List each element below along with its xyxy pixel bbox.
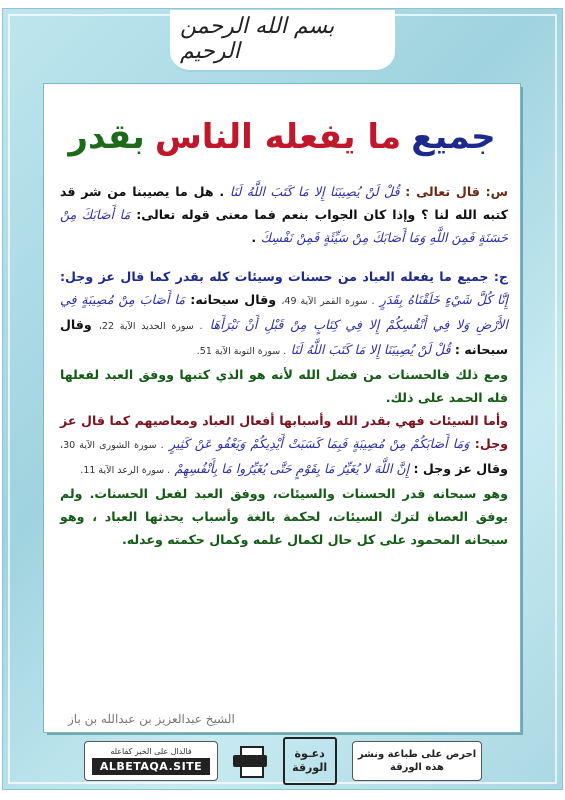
question-paragraph <box>60 180 508 249</box>
verse-reference: . سورة الحديد الآية 22، <box>98 321 203 332</box>
answer-text: وأما السيئات فهي بقدر الله وأسبابها أفعال العباد ومعاصيهم كما قال عز وجل: <box>60 413 508 451</box>
title-word-1: جميع <box>411 117 496 157</box>
print-reminder <box>352 741 482 781</box>
fatwa-body <box>60 180 508 551</box>
answer-text-green: ومع ذلك فالحسنات من فضل الله لأنه هو الذي كتبها ووفق العبد لفعلها فله الحمد على ذلك. <box>60 367 508 405</box>
quran-verse: قُلْ لَنْ يُصِيبَنَا إِلا مَا كَتَبَ اللَّهُ لَنَا <box>290 342 451 357</box>
quran-verse: إِنَّ اللَّهَ لا يُغَيِّرُ مَا بِقَوْمٍ حَتَّى يُغَيِّرُوا مَا بِأَنْفُسِهِمْ <box>174 461 410 476</box>
verse-reference: . سورة التوبة الآية 51. <box>196 346 287 357</box>
verse-reference: . سورة الشورى الآية 30، <box>60 440 164 451</box>
print-reminder-text: احرص على طباعة ونشر هذه الورقة <box>357 749 477 773</box>
answer-paragraph <box>60 265 508 363</box>
basmala-calligraphy: بسم الله الرحمن الرحيم <box>180 14 335 64</box>
quran-verse: مَا أَصَابَ مِنْ مُصِيبَةٍ فِي الأَرْضِ وَلا فِي أَنْفُسِكُمْ إِلا فِي كِتَابٍ مِنْ قَبْلِ أَنْ نَبْرَأَهَا <box>60 292 508 332</box>
verse-reference: . سورة الرعد الآية 11. <box>80 465 171 476</box>
quran-verse: وَمَا أَصَابَكُمْ مِنْ مُصِيبَةٍ فَبِمَا كَسَبَتْ أَيْدِيكُمْ وَيَعْفُو عَنْ كَثِيرٍ <box>169 436 470 451</box>
quran-verse: إِنَّا كُلَّ شَيْءٍ خَلَقْنَاهُ بِقَدَرٍ <box>379 292 508 307</box>
answer-conclusion: وهو سبحانه قدر الحسنات والسيئات، ووفق العبد لفعل الحسنات. ولم يوفق العصاة لترك السيئات، لحكمة بالغة وأسباب يحدثها العباد ، وهو سبحانه المحمود على كل حال لكمال علمه وكمال حكمته وعدله. <box>60 486 508 547</box>
title-word-3: بقدر <box>68 117 145 157</box>
question-text: س: قال تعالى : <box>405 184 509 199</box>
logo-line-1: دعـوة <box>294 747 325 760</box>
answer-text: وقال سبحانه : <box>60 317 508 357</box>
answer-text: وقال سبحانه: <box>190 292 277 307</box>
scholar-signature: الشيخ عبدالعزيز بن عبدالله بن باز <box>68 712 235 726</box>
answer-text: ج: جميع ما يفعله العباد من حسنات وسيئات كله بقدر كما قال عز وجل: <box>60 269 508 284</box>
printer-icon <box>233 746 267 776</box>
logo-line-2: الورقة <box>292 761 328 774</box>
quran-verse: مَا أَصَابَكَ مِنْ حَسَنَةٍ فَمِنَ اللَّهِ وَمَا أَصَابَكَ مِنْ سَيِّئَةٍ فَمِنْ نَفْسِكَ <box>60 207 508 245</box>
title-word-2: ما يفعله الناس <box>154 117 402 157</box>
site-url[interactable]: ALBETAQA.SITE <box>92 758 210 775</box>
footer-motto: فالدال على الخير كفاعله <box>110 747 192 756</box>
verse-reference: . سورة القمر الآية 49، <box>281 296 375 307</box>
question-text: . <box>251 230 257 245</box>
content-card <box>44 84 520 732</box>
footer-bar <box>84 738 482 784</box>
site-badge[interactable] <box>84 741 218 781</box>
question-text: . هل ما يصيبنا من شر قد كتبه الله لنا ؟ وإذا كان الجواب بنعم فما معنى قوله تعالى: <box>60 184 509 222</box>
answer-paragraph-2 <box>60 409 508 482</box>
dawat-alwaraqa-logo <box>283 737 337 785</box>
quran-verse: قُلْ لَنْ يُصِيبَنَا إِلا مَا كَتَبَ اللَّهُ لَنَا <box>229 184 400 199</box>
page-title <box>44 112 520 162</box>
answer-text: وقال عز وجل : <box>413 461 508 476</box>
